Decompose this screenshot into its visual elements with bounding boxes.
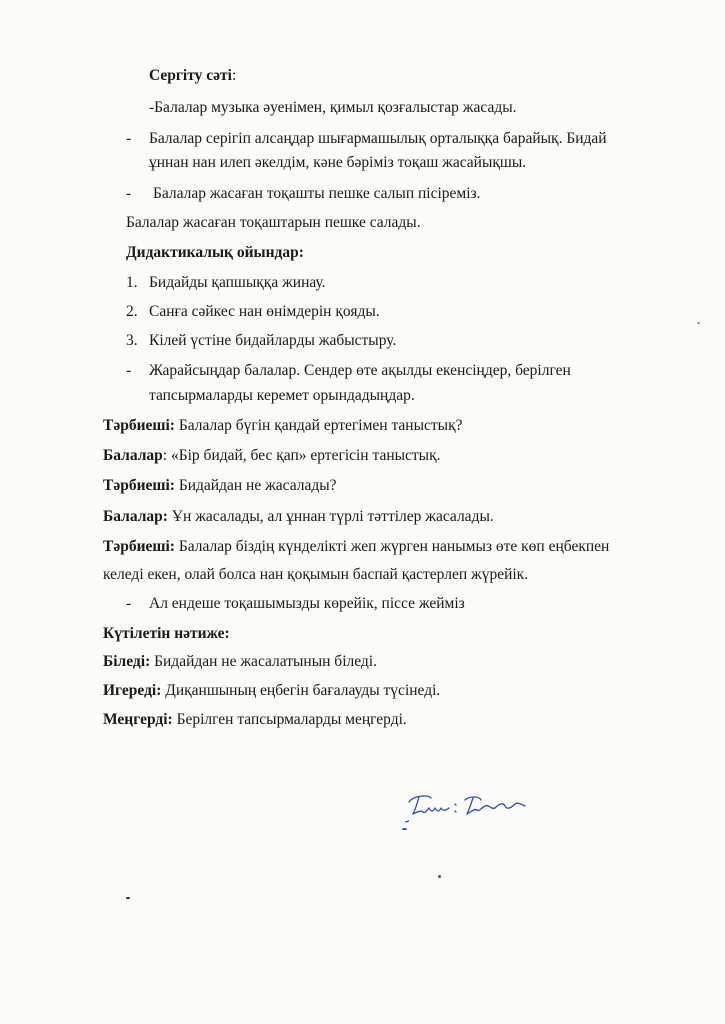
eat-line: Ал ендеше тоқашымызды көрейік, піссе жейміз bbox=[149, 595, 465, 612]
result-text: Берілген тапсырмаларды меңгерді. bbox=[172, 711, 407, 728]
game-item: Бидайды қапшыққа жинау. bbox=[149, 274, 326, 291]
dialog-text: Ұн жасалады, ал ұннан түрлі тәттілер жасалады. bbox=[167, 508, 494, 525]
dialog-line bbox=[103, 446, 441, 466]
bullet-dash: - bbox=[126, 595, 132, 612]
center-line-1: Балалар серігіп алсаңдар шығармашылық орталыққа барайық. Бидай bbox=[149, 130, 607, 147]
game-number: 2. bbox=[126, 303, 138, 320]
bullet-dash: - bbox=[126, 362, 132, 379]
dialog-line bbox=[103, 476, 337, 496]
speaker-label: Тәрбиеші: bbox=[103, 538, 175, 555]
speck bbox=[697, 322, 700, 324]
result-line bbox=[103, 652, 377, 672]
didactic-heading: Дидактикалық ойындар: bbox=[126, 244, 304, 261]
heading-colon: : bbox=[231, 67, 237, 84]
dialog-text: Балалар біздің күнделікті жеп жүрген нанымыз өте көп еңбекпен bbox=[174, 538, 610, 555]
dialog-text: Балалар бүгін қандай ертегімен таныстық? bbox=[174, 417, 463, 434]
result-text: Бидайдан не жасалатынын біледі. bbox=[150, 653, 377, 670]
center-line-2: ұннан нан илеп әкелдім, кәне бәріміз тоқаш жасайықшы. bbox=[149, 154, 527, 171]
dialog-line bbox=[103, 507, 494, 527]
result-label: Меңгерді: bbox=[103, 711, 173, 728]
bullet-dash: - bbox=[126, 185, 132, 202]
dialog-continuation: келеді екен, олай болса нан қоқымын баспай қастерлеп жүрейік. bbox=[103, 566, 529, 583]
oven-line-2: Балалар жасаған тоқаштарын пешке салады. bbox=[126, 214, 421, 231]
praise-line-1: Жарайсыңдар балалар. Сендер өте ақылды екенсіңдер, берілген bbox=[149, 362, 571, 379]
bullet-dash: - bbox=[126, 130, 132, 147]
handwritten-signature bbox=[405, 788, 545, 828]
praise-line-2: тапсырмаларды керемет орындадыңдар. bbox=[149, 387, 415, 404]
dialog-text: Бидайдан не жасалады? bbox=[174, 477, 337, 494]
game-number: 1. bbox=[126, 274, 138, 291]
result-line bbox=[103, 681, 440, 701]
result-label: Игереді: bbox=[103, 682, 162, 699]
speaker-label: Балалар bbox=[103, 447, 163, 464]
oven-line-1: Балалар жасаған тоқашты пешке салып пісіреміз. bbox=[153, 185, 481, 202]
music-line: -Балалар музыка әуенімен, қимыл қозғалыстар жасады. bbox=[149, 99, 517, 116]
result-line bbox=[103, 710, 407, 730]
game-number: 3. bbox=[126, 332, 138, 349]
speck bbox=[438, 875, 441, 878]
sergitu-heading: Сергіту сәті bbox=[149, 67, 232, 84]
result-text: Диқаншының еңбегін бағалауды түсінеді. bbox=[161, 682, 441, 699]
result-label: Біледі: bbox=[103, 653, 151, 670]
game-item: Кілей үстіне бидайларды жабыстыру. bbox=[149, 332, 397, 349]
dialog-line bbox=[103, 416, 462, 436]
sergitu-heading-line bbox=[149, 66, 236, 86]
game-item: Санға сәйкес нан өнімдерін қояды. bbox=[149, 303, 380, 320]
speaker-label: Тәрбиеші: bbox=[103, 477, 175, 494]
dialog-line bbox=[103, 537, 609, 557]
expected-heading: Күтілетін нәтиже: bbox=[103, 625, 230, 642]
speaker-label: Тәрбиеші: bbox=[103, 417, 175, 434]
pen-mark bbox=[402, 828, 407, 830]
stray-dash bbox=[126, 897, 130, 899]
speaker-label: Балалар: bbox=[103, 508, 168, 525]
dialog-text: : «Бір бидай, бес қап» ертегісін таныстық. bbox=[162, 447, 441, 464]
